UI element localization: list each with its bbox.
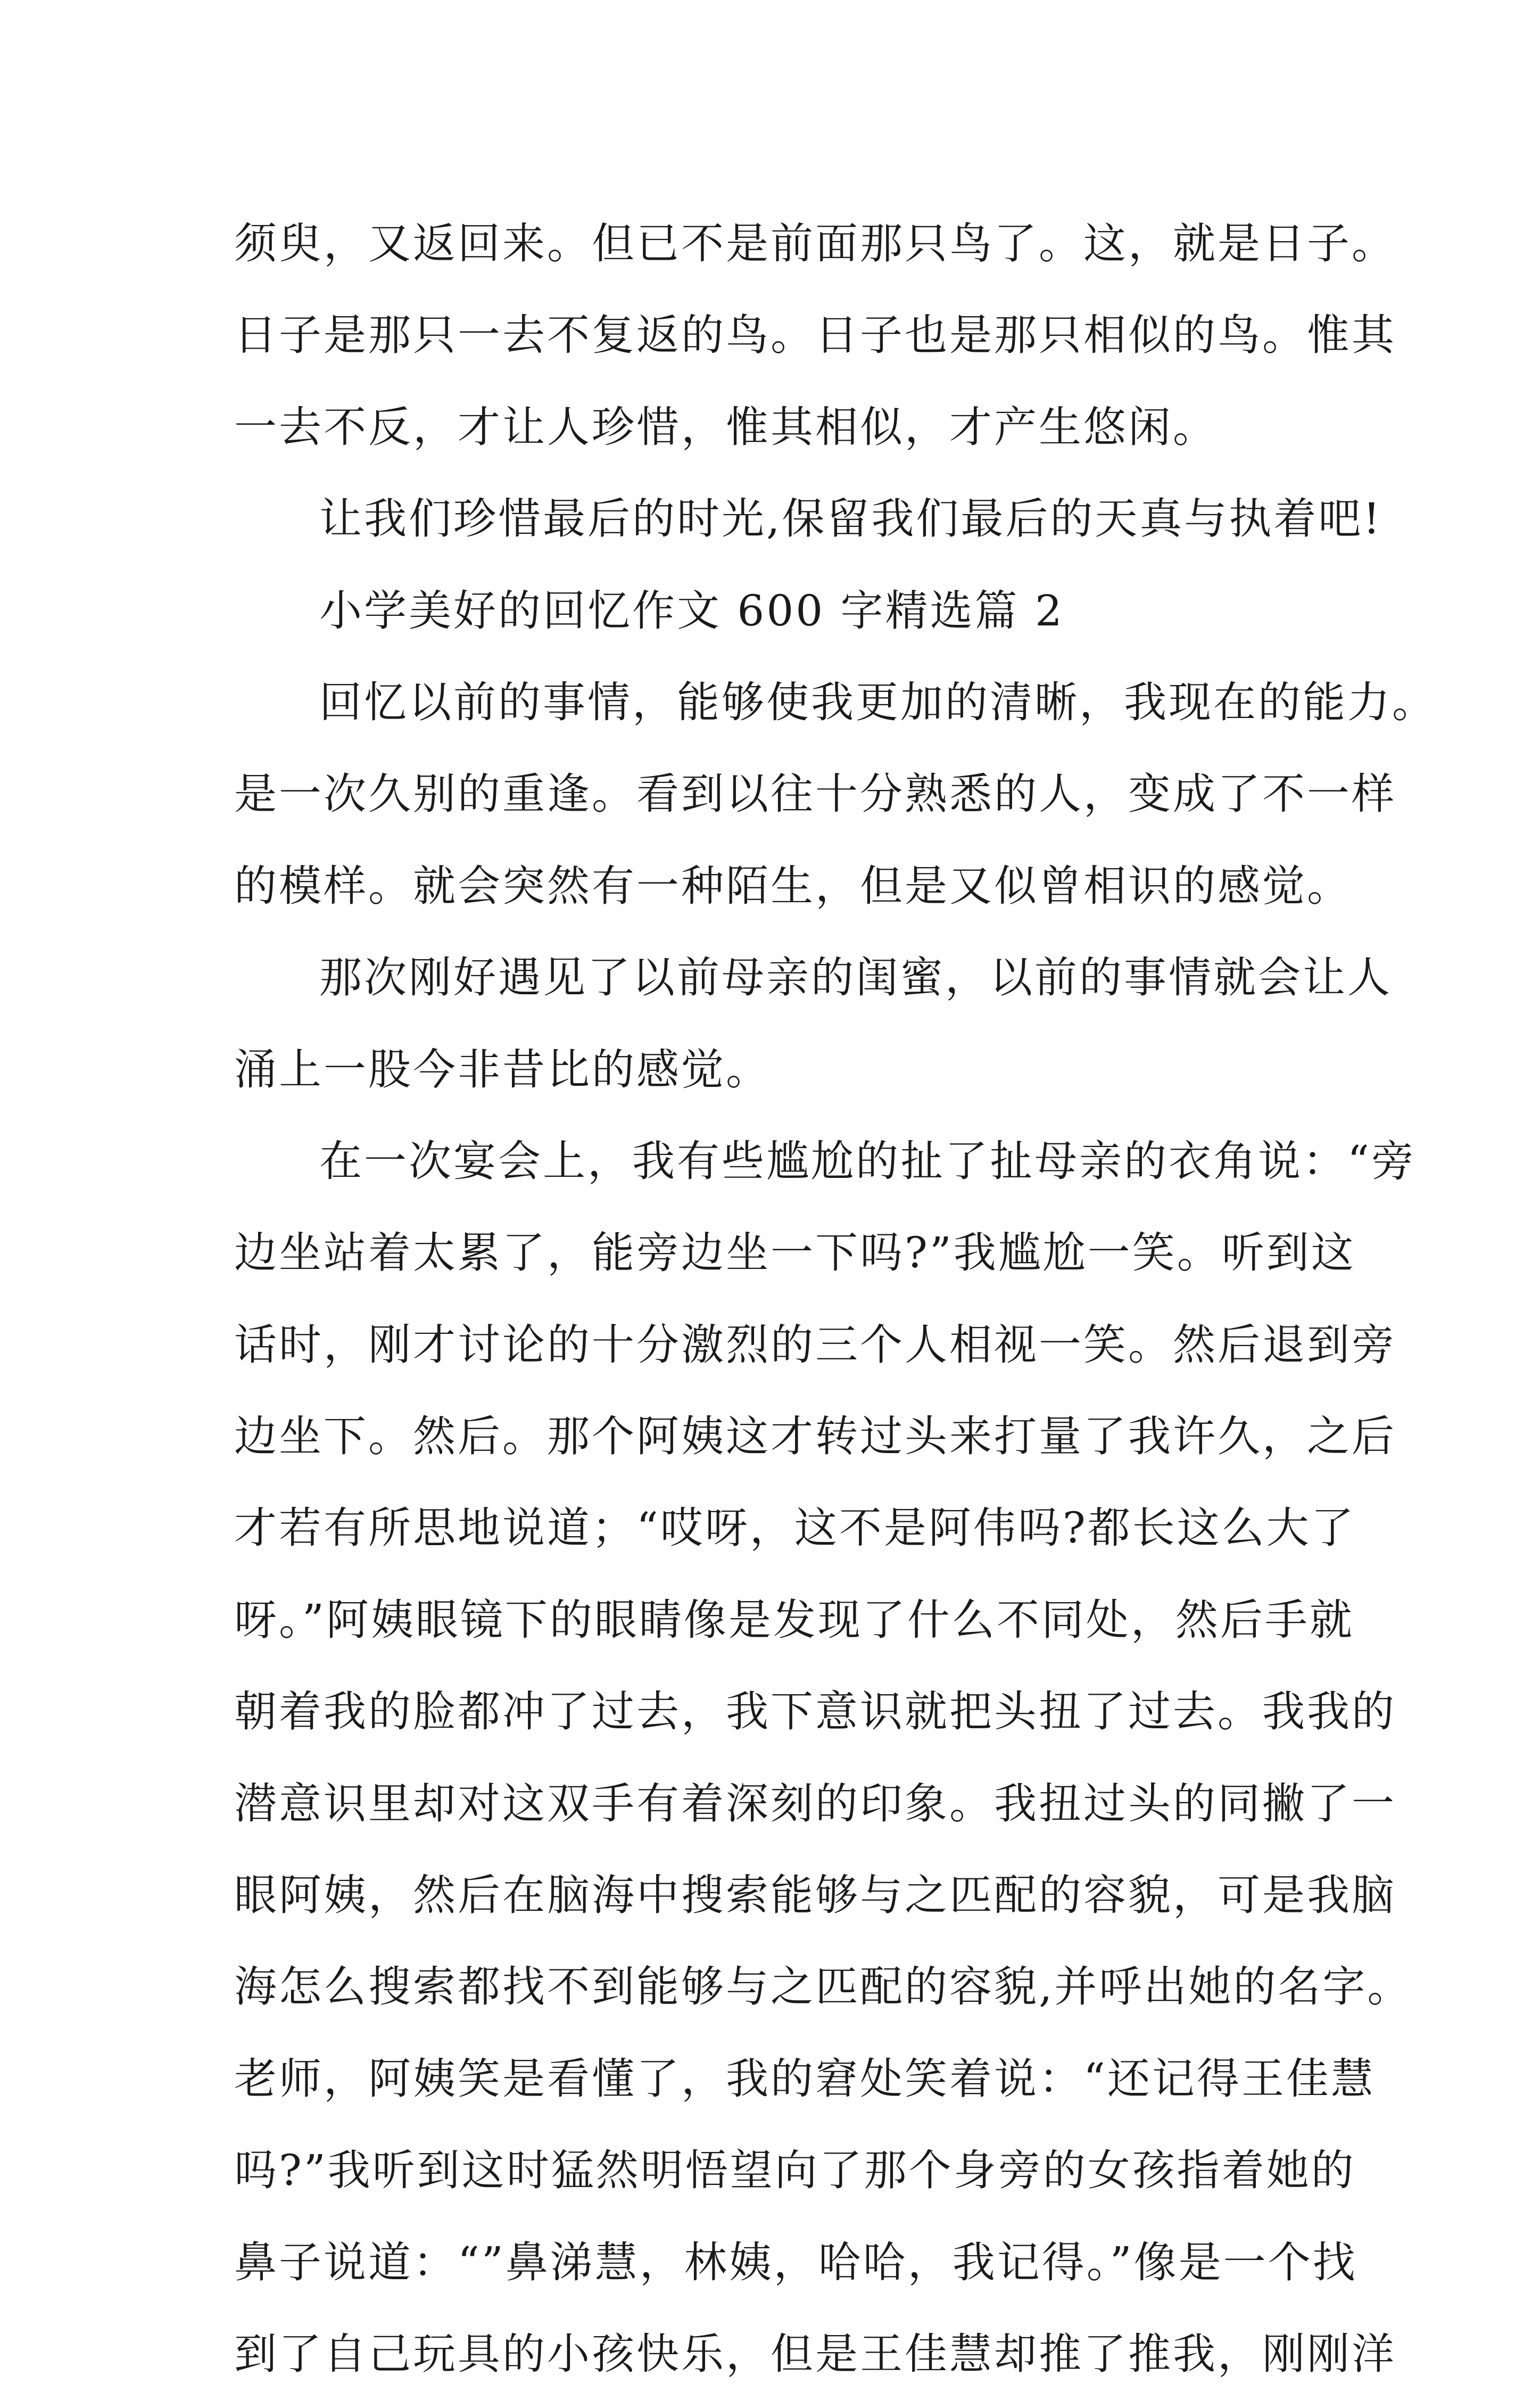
section-heading: 小学美好的回忆作文 600 字精选篇 2 — [319, 585, 1064, 636]
text-line: 老师，阿姨笑是看懂了，我的窘处笑着说：“还记得王佳慧 — [234, 2053, 1376, 2104]
document-body — [234, 198, 1437, 2400]
text-line: 让我们珍惜最后的时光,保留我们最后的天真与执着吧! — [319, 494, 1382, 544]
text-line: 那次刚好遇见了以前母亲的闺蜜，以前的事情就会让人 — [319, 953, 1392, 1003]
text-line: 边坐下。然后。那个阿姨这才转过头来打量了我许久，之后 — [234, 1412, 1396, 1462]
text-line: 海怎么搜索都找不到能够与之匹配的容貌,并呼出她的名字。 — [234, 1962, 1412, 2012]
text-line: 边坐站着太累了，能旁边坐一下吗?”我尴尬一笑。听到这 — [234, 1228, 1356, 1278]
text-line: 话时，刚才讨论的十分激烈的三个人相视一笑。然后退到旁 — [234, 1319, 1396, 1370]
text-line: 日子是那只一去不复返的鸟。日子也是那只相似的鸟。惟其 — [234, 310, 1396, 360]
text-line: 潜意识里却对这双手有着深刻的印象。我扭过头的同撇了一 — [234, 1778, 1396, 1828]
text-line: 涌上一股今非昔比的感觉。 — [234, 1044, 771, 1094]
text-line: 是一次久别的重逢。看到以往十分熟悉的人，变成了不一样 — [234, 769, 1396, 819]
text-line: 才若有所思地说道；“哎呀，这不是阿伟吗?都长这么大了 — [234, 1503, 1356, 1553]
text-line: 回忆以前的事情，能够使我更加的清晰，我现在的能力。 — [319, 677, 1437, 727]
text-line: 在一次宴会上，我有些尴尬的扯了扯母亲的衣角说：“旁 — [319, 1136, 1416, 1186]
text-line: 呀。”阿姨眼镜下的眼睛像是发现了什么不同处，然后手就 — [234, 1595, 1354, 1645]
text-line: 须臾，又返回来。但已不是前面那只鸟了。这，就是日子。 — [234, 219, 1396, 268]
text-line: 的模样。就会突然有一种陌生，但是又似曾相识的感觉。 — [234, 861, 1352, 911]
text-line: 一去不反，才让人珍惜，惟其相似，才产生悠闲。 — [234, 402, 1218, 452]
text-line: 鼻子说道：“”鼻涕慧，林姨，哈哈，我记得。”像是一个找 — [234, 2237, 1357, 2287]
text-line: 到了自己玩具的小孩快乐，但是王佳慧却推了推我，刚刚洋 — [234, 2329, 1396, 2379]
text-line: 朝着我的脸都冲了过去，我下意识就把头扭了过去。我我的 — [234, 1687, 1396, 1737]
text-line: 吗?”我听到这时猛然明悟望向了那个身旁的女孩指着她的 — [234, 2146, 1356, 2196]
text-line: 眼阿姨，然后在脑海中搜索能够与之匹配的容貌，可是我脑 — [234, 1870, 1396, 1920]
